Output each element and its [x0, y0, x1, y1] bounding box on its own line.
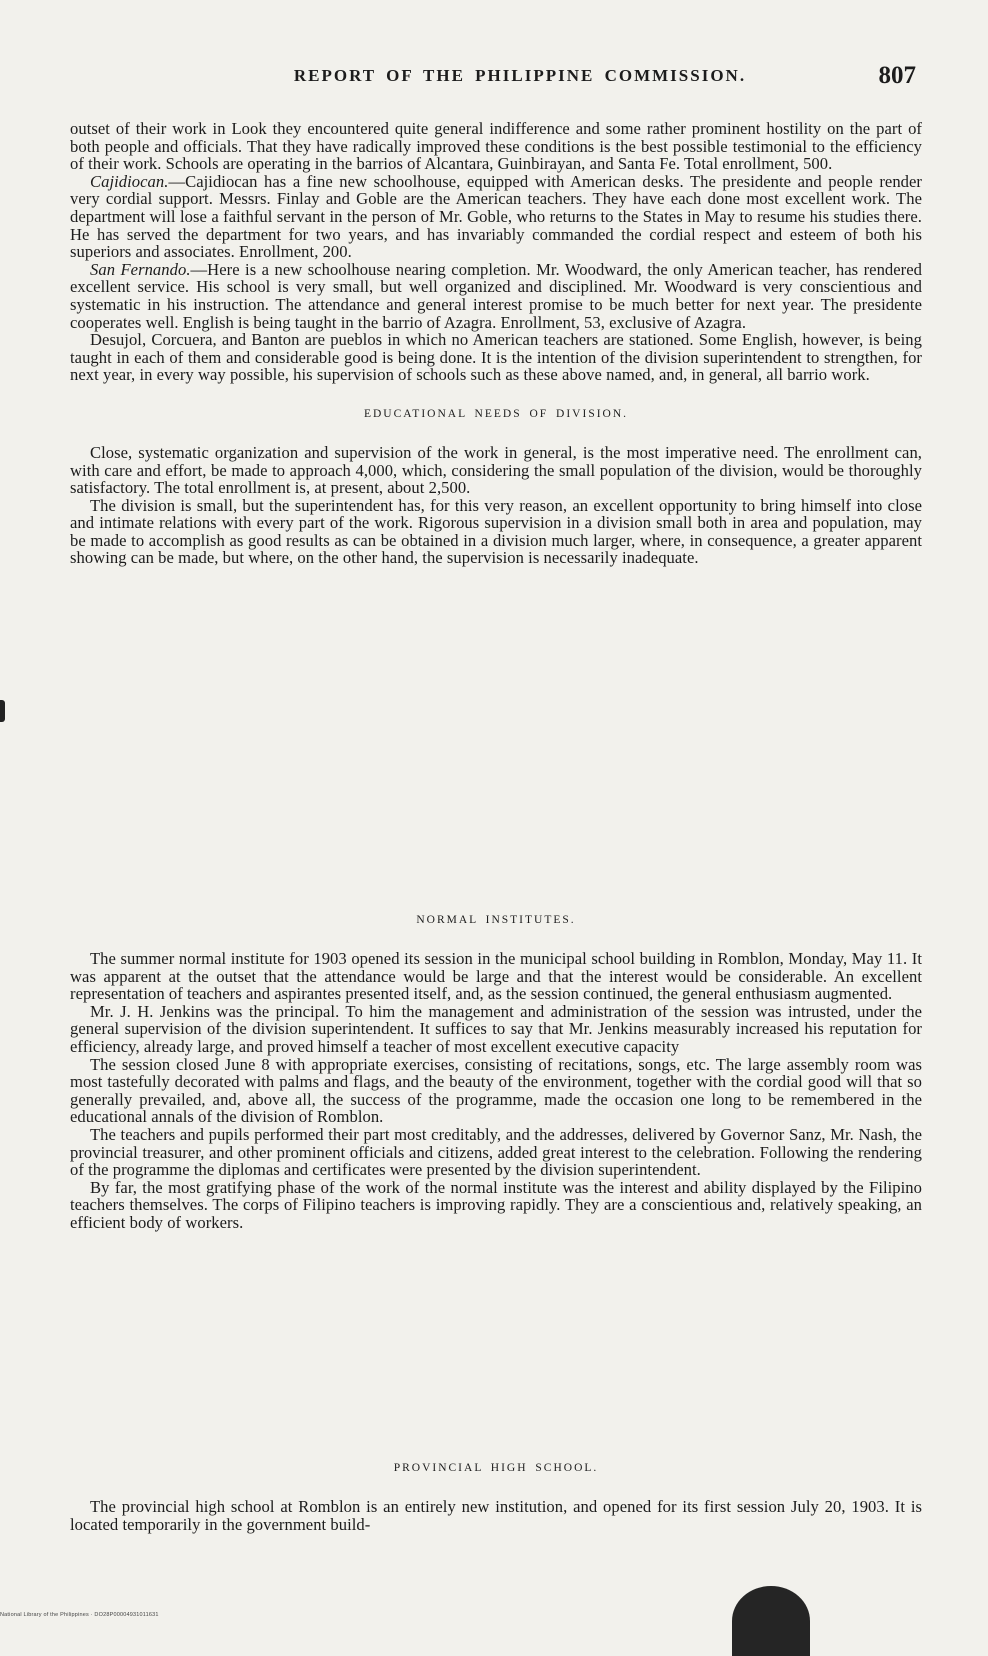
paragraph: [70, 173, 922, 261]
paragraph: Close, systematic organization and supervision of the work in general, is the most imperative need. The enrollment can, with care and effort, be made to approach 4,000, which, considering the small population of the division, would be thoroughly satisfactory. The total enrollment is, at present, about 2,500.: [70, 442, 922, 498]
scan-credit: National Library of the Philippines · DO28P00004931011631: [0, 1612, 159, 1618]
section-normal-institutes: [70, 914, 922, 1232]
section-heading: PROVINCIAL HIGH SCHOOL.: [393, 1462, 599, 1474]
paragraph-body: —Cajidiocan has a fine new schoolhouse, equipped with American desks. The presidente and people render very cordial support. Messrs. Finlay and Goble are the American teachers. They have each done most excellent work. The department will lose a faithful servant in the person of Mr. Goble, who returns to the States in May to resume his studies there. He has served the department for two years, and has invariably commanded the cordial respect and esteem of both his superiors and associates. Enrollment, 200.: [70, 171, 922, 262]
paragraph: outset of their work in Look they encountered quite general indifference and some rather prominent hostility on the part of both people and officials. That they have radically improved these conditions is the best possible testimonial to the efficiency of their work. Schools are operating in the barrios of Alcantara, Guinbirayan, and Santa Fe. Total enrollment, 500.: [70, 119, 922, 174]
section-heading: EDUCATIONAL NEEDS OF DIVISION.: [363, 407, 629, 420]
paragraph: Mr. J. H. Jenkins was the principal. To him the management and administration of the session was intrusted, under the general supervision of the division superintendent. It suffices to say that Mr. Jenkins measurably increased his reputation for efficiency, already large, and proved himself a teacher of most excellent executive capacity: [70, 1001, 922, 1056]
paragraph-lead: Cajidiocan.: [90, 171, 169, 191]
paragraph: The session closed June 8 with appropriate exercises, consisting of recitations, songs, etc. The large assembly room was most tastefully decorated with palms and flags, and the beauty of the environment, together with the cordial good will that so generally prevailed, and, above all, the success of the programme, made the occasion one long to be remembered in the educational annals of the division of Romblon.: [70, 1054, 922, 1127]
page-title: REPORT OF THE PHILIPPINE COMMISSION.: [293, 66, 747, 85]
paragraph: By far, the most gratifying phase of the work of the normal institute was the interest and ability displayed by the Filipino teachers themselves. The corps of Filipino teachers is improving rapidly. They are a conscientious and, relatively speaking, an efficient body of workers.: [70, 1177, 922, 1232]
body-text: [70, 120, 922, 567]
section-provincial-high-school: [70, 1462, 922, 1533]
paragraph: The provincial high school at Romblon is an entirely new institution, and opened for its first session July 20, 1903. It is located temporarily in the government build-: [70, 1497, 922, 1534]
page-number: 807: [878, 62, 916, 89]
paragraph: Desujol, Corcuera, and Banton are pueblos in which no American teachers are stationed. Some English, however, is being taught in each of them and considerable good is being done. It is the intention of the division superintendent to strengthen, for next year, in every way possible, his supervision of schools such as these above named, and, in general, all barrio work.: [70, 330, 922, 385]
paragraph: The teachers and pupils performed their part most creditably, and the addresses, delivered by Governor Sanz, Mr. Nash, the provincial treasurer, and other prominent officials and citizens, added great interest to the celebration. Following the rendering of the programme the diplomas and certificates were presented by the division superintendent.: [70, 1124, 922, 1180]
paragraph: The summer normal institute for 1903 opened its session in the municipal school building in Romblon, Monday, May 11. It was apparent at the outset that the attendance would be large and that the interest would be considerable. An excellent representation of teachers and aspirantes presented itself, and, as the session continued, the general enthusiasm augmented.: [70, 949, 922, 1004]
paragraph-body: —Here is a new schoolhouse nearing completion. Mr. Woodward, the only American teacher, has rendered excellent service. His school is very small, but well organized and disciplined. Mr. Woodward is very conscientious and systematic in his instruction. The attendance and general interest promise to be much better for next year. The presidente cooperates well. English is being taught in the barrio of Azagra. Enrollment, 53, exclusive of Azagra.: [70, 259, 923, 332]
running-head: [70, 62, 920, 94]
paragraph: The division is small, but the superintendent has, for this very reason, an excellent opportunity to bring himself into close and intimate relations with every part of the work. Rigorous supervision in a division small both in area and population, may be made to accomplish as good results as can be obtained in a division much larger, where, in consequence, a greater apparent showing can be made, but where, on the other hand, the supervision is necessarily inadequate.: [70, 495, 922, 568]
paragraph: [70, 261, 922, 331]
section-heading: NORMAL INSTITUTES.: [416, 914, 576, 926]
scan-edge-mark: [0, 700, 5, 722]
scan-thumb-blot: [732, 1586, 810, 1656]
paragraph-lead: San Fernando.: [90, 259, 191, 279]
